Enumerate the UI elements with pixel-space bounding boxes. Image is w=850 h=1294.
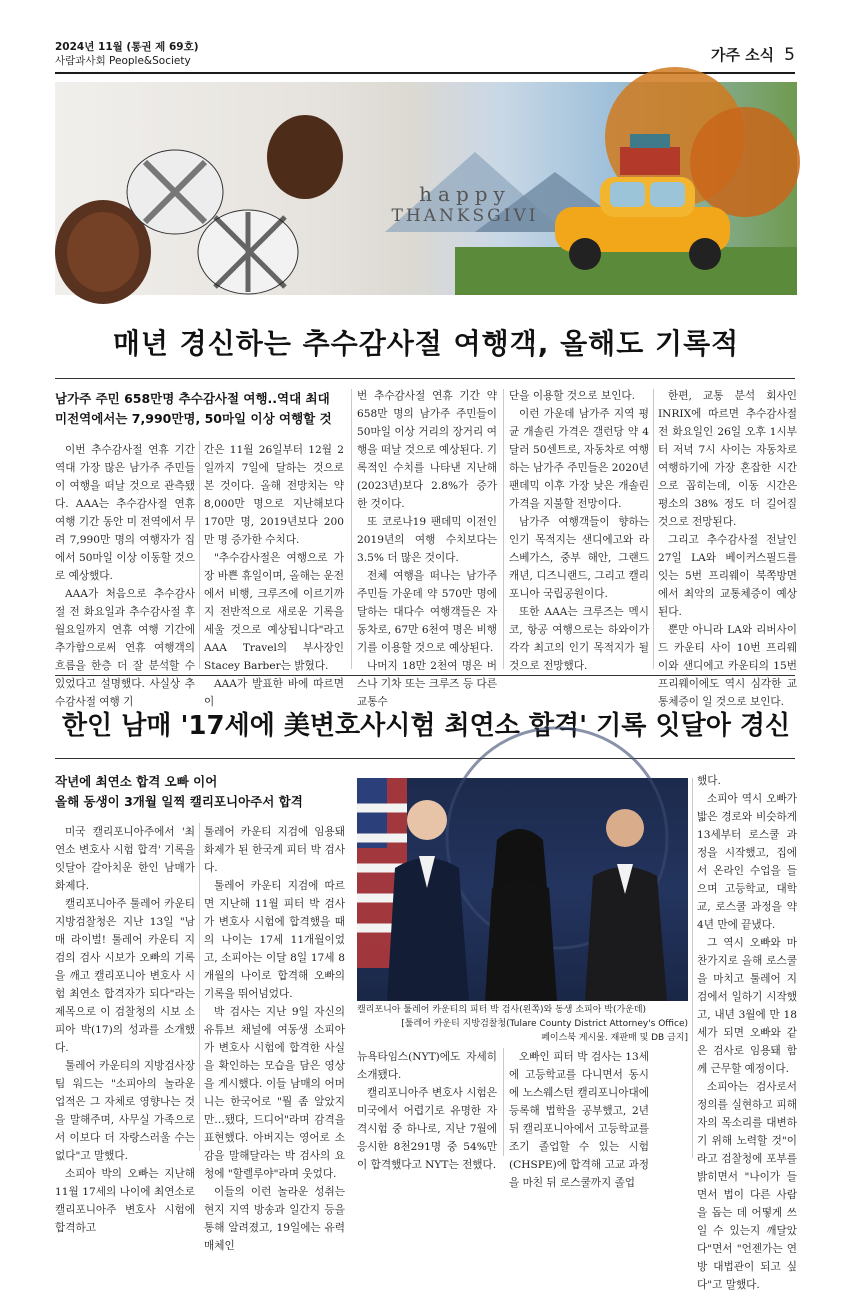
article2-column-1 bbox=[55, 823, 195, 1234]
column-rule bbox=[503, 1048, 504, 1156]
paragraph: 했다. bbox=[697, 775, 721, 787]
column-rule bbox=[199, 441, 200, 669]
caption-line2: [툴레어 카운티 지방검찰청(Tulare County District Attorney's Office) bbox=[401, 1019, 688, 1029]
paragraph: 나머지 18만 2천여 명은 버스나 기차 또는 크루즈 등 다른 교통수 bbox=[357, 660, 497, 708]
paragraph: 소피아 박의 오빠는 지난해 11월 17세의 나이에 최연소로 캘리포니아주 변호사 시험에 합격하고 bbox=[55, 1168, 195, 1234]
paragraph: 오빠인 피터 박 검사는 13세에 고등학교를 다니면서 동시에 노스웨스턴 캘리포니아대에 등록해 법학을 공부했고, 2년 뒤 캘리포니아에서 고등학교를 조기 졸업할 수 있는 시험(CHSPE)에 합격해 고교 과정을 마친 뒤 로스쿨까지 졸업 bbox=[509, 1051, 649, 1189]
column-rule bbox=[351, 389, 352, 669]
article2-column-5 bbox=[697, 772, 797, 1291]
paragraph: 남가주 여행객들이 향하는 인기 목적지는 샌디에고와 라스베가스, 중부 해안, 그랜드 캐년, 디즈니랜드, 그리고 캘리포니아 국립공원이다. bbox=[509, 516, 649, 600]
paragraph: 툴레어 카운티 지검에 임용돼 화제가 된 한국계 피터 박 검사다. bbox=[204, 826, 345, 874]
article2-subhead-line2: 올해 동생이 3개월 일찍 캘리포니아주서 합격 bbox=[55, 794, 303, 809]
paragraph: 툴레어 카운티 지검에 따르면 지난해 11월 피터 박 검사가 변호사 시험에 합격했을 때의 나이는 17세 11개월이었고, 소피아는 이달 8일 17세 8개월의 나이로 합격해 오빠의 기록을 뛰어넘었다. bbox=[204, 880, 345, 1000]
article1-subhead-line1: 남가주 주민 658만명 추수감사절 여행..역대 최대 bbox=[55, 391, 330, 406]
paragraph: 이들의 이런 놀라운 성취는 현지 지역 방송과 일간지 등을 통해 알려졌고, 19일에는 유력 매체인 bbox=[204, 1186, 345, 1252]
article2-column-2 bbox=[204, 823, 345, 1252]
article1-subhead-line2: 미전역에서는 7,990만명, 50마일 이상 여행할 것 bbox=[55, 411, 332, 426]
article1-column-1 bbox=[55, 441, 195, 708]
paragraph: "추수감사절은 여행으로 가장 바쁜 휴일이며, 올해는 운전에서 비행, 크루즈에 이르기까지 전반적으로 새로운 기록을 세울 것으로 예상됩니다"라고 AAA Travel의 부사장인 Stacey Barber는 밝혔다. bbox=[204, 552, 344, 672]
publication-name: 사람과사회 People&Society bbox=[55, 55, 191, 67]
article2-subhead bbox=[55, 772, 345, 812]
pinecone-shape bbox=[267, 115, 343, 199]
article-separator bbox=[55, 675, 795, 676]
hero-text bbox=[385, 182, 545, 226]
thanksgiving-hero-image bbox=[55, 82, 797, 295]
article1-column-5 bbox=[658, 387, 797, 708]
paragraph: 간은 11월 26일부터 12월 2일까지 7일에 달하는 것으로 본 것이다. 올해 전망치는 약 8,000만 명으로 지난해보다 170만 명, 2019년보다 200만 명 증가한 수치다. bbox=[204, 444, 344, 546]
article1-column-3 bbox=[357, 387, 497, 708]
column-rule bbox=[692, 778, 693, 1158]
paragraph: 소피아 역시 오빠가 밟은 경로와 비슷하게 13세부터 로스쿨 과정을 시작했고, 집에서 온라인 수업을 들으며 고등학교, 대학교, 로스쿨 과정을 약 4년 만에 끝냈다. bbox=[697, 793, 797, 931]
page-number: 5 bbox=[784, 45, 795, 65]
article2-top-rule bbox=[55, 758, 795, 759]
siblings-photo bbox=[357, 778, 688, 1001]
paragraph: 미국 캘리포니아주에서 '최연소 변호사 시험 합격' 기록을 잇달아 갈아치운 한인 남매가 화제다. bbox=[55, 826, 195, 892]
column-rule bbox=[503, 389, 504, 669]
section-header bbox=[711, 44, 795, 65]
paragraph: 또한 AAA는 크루즈는 멕시코, 항공 여행으로는 하와이가 각각 최고의 인기 목적지가 될 것으로 전망했다. bbox=[509, 606, 649, 672]
article2-column-4 bbox=[509, 1048, 649, 1189]
person-figure bbox=[407, 800, 447, 840]
article1-column-4 bbox=[509, 387, 649, 671]
paragraph: 박 검사는 지난 9일 자신의 유튜브 채널에 여동생 소피아가 변호사 시험에 합격한 사실을 확인하는 모습을 담은 영상을 게시했다. 이들 남매의 어머니는 한국어로 "뭘 좀 알았지만…됐다, 드디어"라며 감격을 표현했다. 아버지는 영어로 소감을 말해달라는 박 검사의 요청에 "할렐루야"라며 웃었다. bbox=[204, 1006, 345, 1180]
paragraph: 소피아는 검사로서 정의를 실현하고 피해자의 목소리를 대변하기 위해 노력할 것"이라고 검찰청에 포부를 밝히면서 "나이가 들면서 법이 다른 사람을 돕는 데 어떻게 쓰일 수 있는지 깨달았다"면서 "언젠가는 연방 대법관이 되고 싶다"고 말했다. bbox=[697, 1081, 797, 1291]
article2-subhead-line1: 작년에 최연소 합격 오빠 이어 bbox=[55, 774, 218, 789]
paragraph: 캘리포니아주 변호사 시험은 미국에서 어렵기로 유명한 자격시험 중 하나로, 지난 7월에 응시한 8천291명 중 54%만이 합격했다고 NYT는 전했다. bbox=[357, 1087, 497, 1171]
caption-line1: 캘리포니아 툴레어 카운티의 피터 박 검사(왼쪽)와 동생 소피아 박(가운데) bbox=[357, 1005, 647, 1015]
paragraph: 이번 추수감사절 연휴 기간 역대 가장 많은 남가주 주민들이 여행을 떠날 것으로 관측됐다. AAA는 추수감사절 연휴 여행 기간 동안 미 전역에서 무려 7,990만 명의 여행자가 집에서 50마일 이상 이동할 것으로 예상했다. bbox=[55, 444, 195, 582]
masthead bbox=[55, 40, 199, 68]
paragraph: 그리고 추수감사절 전날인 27일 LA와 베이커스필드를 잇는 5번 프리웨이 북쪽방면에서 최악의 교통체증이 예상된다. bbox=[658, 534, 797, 618]
column-rule bbox=[653, 389, 654, 669]
photo-illustration bbox=[357, 778, 688, 1001]
paragraph: 뿐만 아니라 LA와 리버사이드 카운티 사이 10번 프리웨이와 샌디에고 카운티의 15번 프리웨이에도 역시 심각한 교통체증이 일 것으로 보인다. bbox=[658, 624, 797, 708]
paragraph: 뉴욕타임스(NYT)에도 자세히 소개됐다. bbox=[357, 1051, 497, 1081]
caption-line3: 페이스북 게시물. 재판매 및 DB 금지] bbox=[541, 1033, 688, 1043]
photo-caption bbox=[357, 1003, 688, 1045]
paragraph: AAA가 처음으로 추수감사절 전 화요일과 추수감사절 후 월요일까지 연휴 여행 기간에 추가함으로써 연휴 여행객의 흐름을 한층 더 잘 분석할 수 있었다고 설명했다. 사실상 추수감사절 여행 기 bbox=[55, 588, 195, 708]
paragraph: 한편, 교통 분석 회사인 INRIX에 따르면 추수감사절 전 화요일인 26일 오후 1시부터 저녁 7시 사이는 자동차로 여행하기에 가장 혼잡한 시간으로 꼽히는데, 이동 시간은 평소의 38% 정도 더 길어질 것으로 전망된다. bbox=[658, 390, 797, 528]
paragraph: 전체 여행을 떠나는 남가주 주민들 가운데 약 570만 명에 달하는 대다수 여행객들은 자동차로, 67만 6천여 명은 비행기를 이용할 것으로 예상된다. bbox=[357, 570, 497, 654]
hero-text-line2: THANKSGIVI bbox=[391, 206, 539, 226]
column-rule bbox=[199, 823, 200, 1151]
paragraph: 번 추수감사절 연휴 기간 약 658만 명의 남가주 주민들이 50마일 이상 거리의 장거리 여행을 떠날 것으로 예상된다. 기록적인 수치를 나타낸 지난해(2023년)보다 2.8%가 증가한 것이다. bbox=[357, 390, 497, 510]
article1-top-rule bbox=[55, 378, 795, 379]
paragraph: 단을 이용할 것으로 보인다. bbox=[509, 390, 636, 402]
article2-column-3 bbox=[357, 1048, 497, 1171]
paragraph: 그 역시 오빠와 마찬가지로 올해 로스쿨을 마치고 툴레어 지검에서 일하기 시작했고, 내년 3월에 만 18세가 되면 오빠와 같은 검사로 임용돼 함께 근무할 예정이다. bbox=[697, 937, 797, 1075]
article1-subhead bbox=[55, 389, 345, 429]
paragraph: 툴레어 카운티의 지방검사장 팀 워드는 "소피아의 놀라운 업적은 그 자체로 영향나는 것을 말해주며, 사무실 가족으로서 이보다 더 자랑스러울 수는 없다"고 말했다. bbox=[55, 1060, 195, 1162]
person-figure bbox=[606, 809, 644, 847]
article2-headline: 한인 남매 '17세에 美변호사시험 최연소 합격' 기록 잇달아 경신 bbox=[61, 711, 791, 741]
paragraph: 또 코로나19 팬데믹 이전인 2019년의 여행 수치보다는 3.5% 더 많은 것이다. bbox=[357, 516, 497, 564]
issue-info: 2024년 11월 (통권 제 69호) bbox=[55, 41, 199, 53]
hero-text-line1: happy bbox=[419, 182, 511, 206]
paragraph: AAA가 발표한 바에 따르면 이 bbox=[204, 678, 344, 708]
article1-column-2 bbox=[204, 441, 344, 708]
section-label: 가주 소식 bbox=[710, 46, 775, 64]
paragraph: 캘리포니아주 툴레어 카운티 지방검찰청은 지난 13일 "남매 라이벌! 툴레어 카운티 지검의 검사 시보가 오빠의 기록을 깨고 캘리포니아 변호사 시험 최연소 합격자가 되다"라는 제목으로 이 검찰청의 시보 소피아 박(17)의 성과를 소개했다. bbox=[55, 898, 195, 1054]
paragraph: 이런 가운데 남가주 지역 평균 개솔린 가격은 갤런당 약 4달러 50센트로, 자동차로 여행하는 남가주 주민들은 2020년 팬데믹 이후 가장 낮은 개솔린 가격을 지불할 전망이다. bbox=[509, 408, 649, 510]
article1-headline: 매년 경신하는 추수감사절 여행객, 올해도 기록적 bbox=[112, 327, 740, 360]
